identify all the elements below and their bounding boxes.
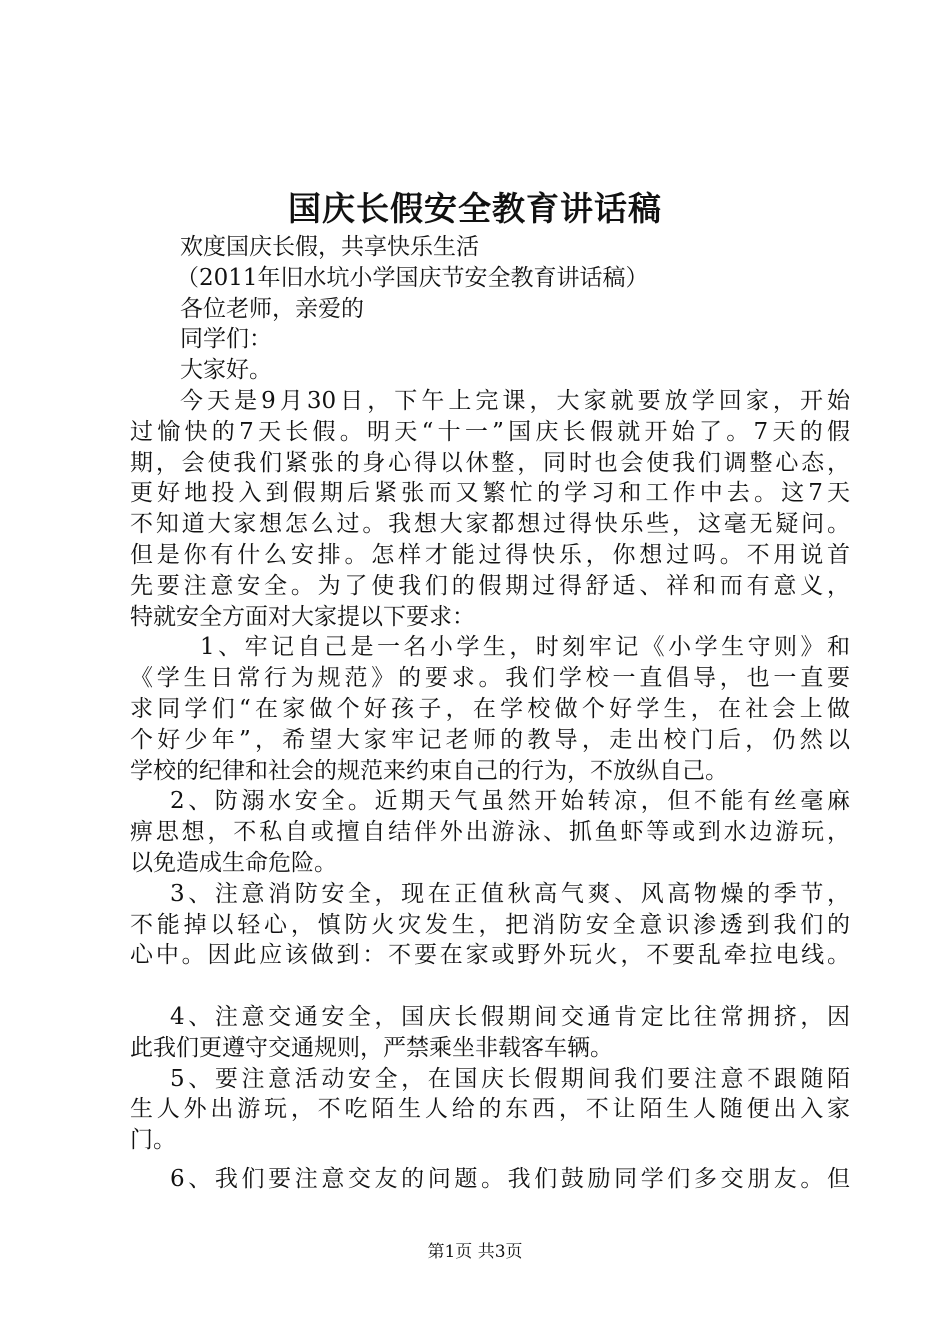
paragraph-line: 心中。因此应该做到：不要在家或野外玩火，不要乱牵拉电线。 xyxy=(130,942,850,969)
paragraph-line: 6、我们要注意交友的问题。我们鼓励同学们多交朋友。但 xyxy=(170,1165,850,1192)
paragraph-line: 3、注意消防安全，现在正值秋高气爽、风高物燥的季节， xyxy=(170,880,850,907)
paragraph-line: 求同学们“在家做个好孩子，在学校做个好学生，在社会上做 xyxy=(130,695,850,722)
paragraph-line: 不能掉以轻心，慎防火灾发生，把消防安全意识渗透到我们的 xyxy=(130,911,850,938)
salutation-line: 同学们： xyxy=(180,326,272,353)
paragraph-line: 痹思想，不私自或擅自结伴外出游泳、抓鱼虾等或到水边游玩， xyxy=(130,819,850,846)
page-title: 国庆长假安全教育讲话稿 xyxy=(288,189,662,228)
paragraph-line: 个好少年”，希望大家牢记老师的教导，走出校门后，仍然以 xyxy=(130,726,850,753)
paragraph-line: 但是你有什么安排。怎样才能过得快乐，你想过吗。不用说首 xyxy=(130,541,850,568)
paragraph-line: 过愉快的7天长假。明天“十一”国庆长假就开始了。7天的假 xyxy=(130,418,850,445)
paragraph-line: 门。 xyxy=(130,1127,176,1154)
page-footer: 第1页 共3页 xyxy=(427,1242,523,1262)
paragraph-line: 生人外出游玩，不吃陌生人给的东西，不让陌生人随便出入家 xyxy=(130,1096,850,1123)
paragraph-line: 先要注意安全。为了使我们的假期过得舒适、祥和而有意义， xyxy=(130,572,850,599)
paragraph-line: 不知道大家想怎么过。我想大家都想过得快乐些，这毫无疑问。 xyxy=(130,511,850,538)
paragraph-line: 此我们更遵守交通规则，严禁乘坐非载客车辆。 xyxy=(130,1034,613,1061)
paragraph-line: 学校的纪律和社会的规范来约束自己的行为，不放纵自己。 xyxy=(130,757,728,784)
paragraph-line: 1、牢记自己是一名小学生，时刻牢记《小学生守则》和 xyxy=(200,634,850,661)
subtitle-line: 欢度国庆长假，共享快乐生活 xyxy=(180,234,479,260)
paragraph-line: 4、注意交通安全，国庆长假期间交通肯定比往常拥挤，因 xyxy=(170,1003,850,1030)
paragraph-line: 期，会使我们紧张的身心得以休整，同时也会使我们调整心态， xyxy=(130,449,850,476)
paragraph-line: 以免造成生命危险。 xyxy=(130,849,337,876)
paragraph-line: 2、防溺水安全。近期天气虽然开始转凉，但不能有丝毫麻 xyxy=(170,788,850,815)
paragraph-line: 特就安全方面对大家提以下要求： xyxy=(130,603,475,630)
document-body xyxy=(130,232,850,1195)
paragraph-line: 《学生日常行为规范》的要求。我们学校一直倡导，也一直要 xyxy=(130,665,850,692)
paragraph-line: 更好地投入到假期后紧张而又繁忙的学习和工作中去。这7天 xyxy=(130,480,850,507)
blank-line xyxy=(130,971,850,1002)
subtitle-note-line: （2011年旧水坑小学国庆节安全教育讲话稿） xyxy=(176,264,649,291)
salutation-line: 各位老师，亲爱的 xyxy=(180,295,364,322)
paragraph-line: 5、要注意活动安全，在国庆长假期间我们要注意不跟随陌 xyxy=(170,1065,850,1092)
greeting-line: 大家好。 xyxy=(180,357,272,384)
paragraph-line: 今天是9月30日，下午上完课，大家就要放学回家，开始 xyxy=(180,387,850,414)
